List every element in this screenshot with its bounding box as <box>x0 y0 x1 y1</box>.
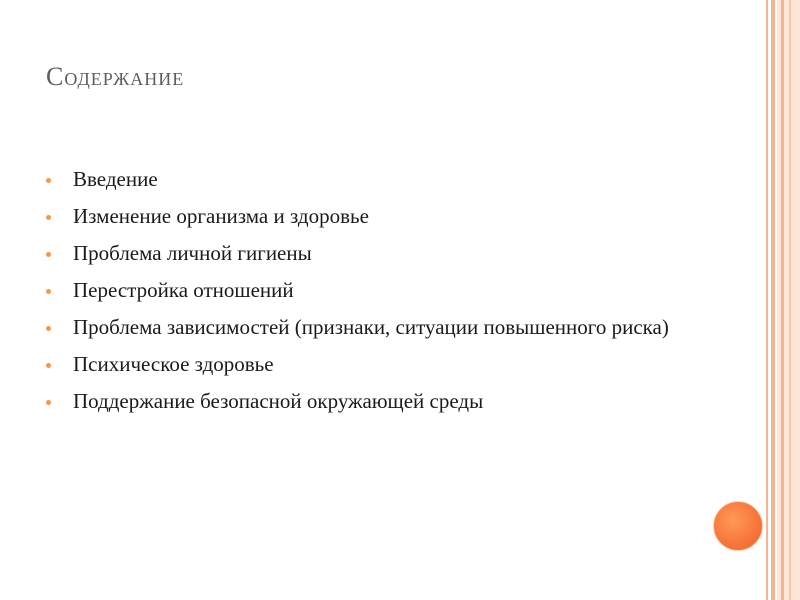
list-item <box>46 238 756 269</box>
decorative-circle-icon <box>713 501 763 551</box>
list-item-text: Изменение организма и здоровье <box>73 204 369 228</box>
list-item <box>46 386 756 417</box>
bullet-icon <box>46 252 51 257</box>
list-item <box>46 201 756 232</box>
list-item <box>46 312 756 343</box>
content-list <box>46 164 756 423</box>
bullet-icon <box>46 363 51 368</box>
list-item-text: Проблема личной гигиены <box>73 241 312 265</box>
slide-title: Содержание <box>46 62 185 91</box>
bullet-icon <box>46 289 51 294</box>
bullet-icon <box>46 178 51 183</box>
bullet-icon <box>46 326 51 331</box>
list-item <box>46 164 756 195</box>
list-item <box>46 349 756 380</box>
decorative-stripe <box>766 0 768 600</box>
list-item-text: Перестройка отношений <box>73 278 294 302</box>
bullet-icon <box>46 215 51 220</box>
list-item-text: Проблема зависимостей (признаки, ситуации повышенного риска) <box>73 315 669 339</box>
list-item-text: Введение <box>73 167 158 191</box>
decorative-stripe <box>789 0 791 600</box>
decorative-stripe <box>771 0 775 600</box>
list-item <box>46 275 756 306</box>
list-item-text: Психическое здоровье <box>73 352 274 376</box>
bullet-icon <box>46 400 51 405</box>
list-item-text: Поддержание безопасной окружающей среды <box>73 389 484 413</box>
decorative-stripe <box>781 0 784 600</box>
